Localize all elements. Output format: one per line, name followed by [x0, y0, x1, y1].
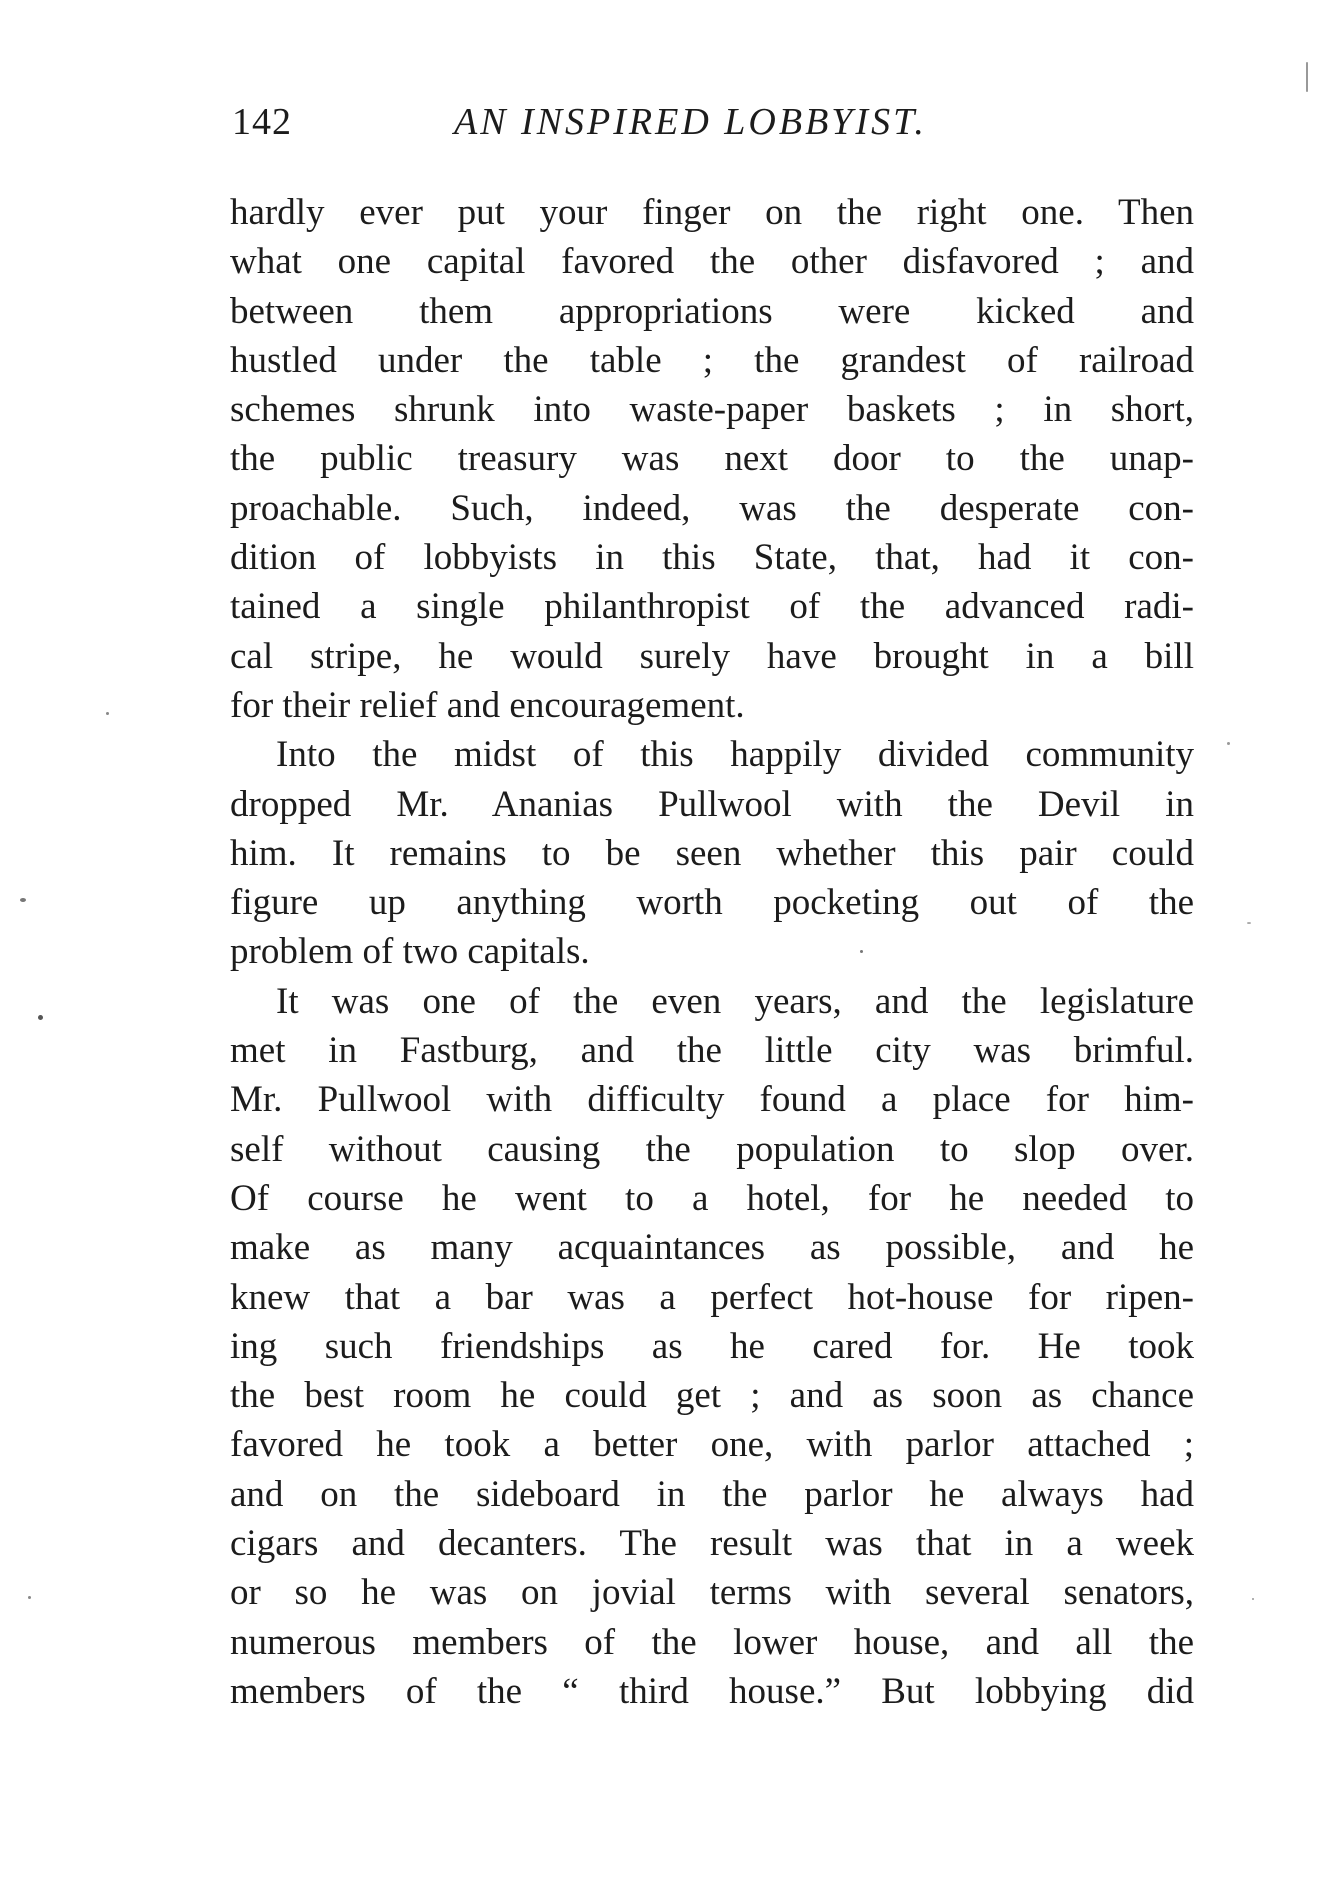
text-line: hustled under the table ; the grandest of railroad	[230, 339, 1194, 381]
text-line: for their relief and encouragement.	[230, 684, 745, 726]
text-line: cal stripe, he would surely have brought in a bill	[230, 635, 1194, 677]
text-line: cigars and decanters. The result was that in a week	[230, 1523, 1194, 1565]
text-line: members of the “ third house.” But lobbying did	[230, 1670, 1194, 1712]
text-line: him. It remains to be seen whether this pair could	[230, 832, 1194, 874]
paragraph-start-line: It was one of the even years, and the legislature	[276, 980, 1194, 1022]
text-line: self without causing the population to slop over.	[230, 1128, 1194, 1170]
page-number: 142	[232, 101, 292, 143]
scan-speck	[28, 1596, 31, 1599]
paragraph-start-line: Into the midst of this happily divided community	[276, 734, 1194, 776]
text-line: Of course he went to a hotel, for he needed to	[230, 1177, 1194, 1219]
text-line: Mr. Pullwool with difficulty found a place for him-	[230, 1079, 1194, 1121]
scan-speck	[38, 1015, 43, 1020]
scan-speck	[20, 898, 26, 902]
text-line: schemes shrunk into waste-paper baskets ; in short,	[230, 389, 1194, 431]
scan-speck	[1227, 742, 1230, 745]
scan-speck	[106, 712, 109, 715]
text-line: and on the sideboard in the parlor he always had	[230, 1473, 1194, 1515]
body-text	[230, 188, 1194, 1716]
text-line: tained a single philanthropist of the advanced radi-	[230, 586, 1194, 628]
text-line: the public treasury was next door to the unap-	[230, 438, 1194, 480]
text-line: numerous members of the lower house, and all the	[230, 1621, 1194, 1663]
scan-speck	[1252, 1598, 1254, 1600]
text-line: ing such friendships as he cared for. He took	[230, 1325, 1194, 1367]
text-line: dition of lobbyists in this State, that, had it con-	[230, 537, 1194, 579]
scan-speck	[1247, 922, 1251, 924]
scan-speck	[860, 950, 863, 953]
text-line: what one capital favored the other disfavored ; and	[230, 241, 1194, 283]
text-line: problem of two capitals.	[230, 931, 590, 973]
scan-speck	[1306, 62, 1308, 92]
text-line: or so he was on jovial terms with several senators,	[230, 1572, 1194, 1614]
running-title: AN INSPIRED LOBBYIST.	[454, 101, 927, 143]
text-line: met in Fastburg, and the little city was brimful.	[230, 1030, 1194, 1072]
text-line: figure up anything worth pocketing out of the	[230, 882, 1194, 924]
text-line: hardly ever put your finger on the right one. Then	[230, 192, 1194, 233]
text-line: proachable. Such, indeed, was the desperate con-	[230, 487, 1194, 529]
text-line: favored he took a better one, with parlor attached ;	[230, 1424, 1194, 1466]
text-line: dropped Mr. Ananias Pullwool with the Devil in	[230, 783, 1194, 825]
text-line: between them appropriations were kicked and	[230, 290, 1194, 332]
text-line: the best room he could get ; and as soon as chance	[230, 1375, 1194, 1417]
running-head	[232, 100, 1192, 150]
text-line: make as many acquaintances as possible, and he	[230, 1227, 1194, 1269]
text-line: knew that a bar was a perfect hot-house for ripen-	[230, 1276, 1194, 1318]
